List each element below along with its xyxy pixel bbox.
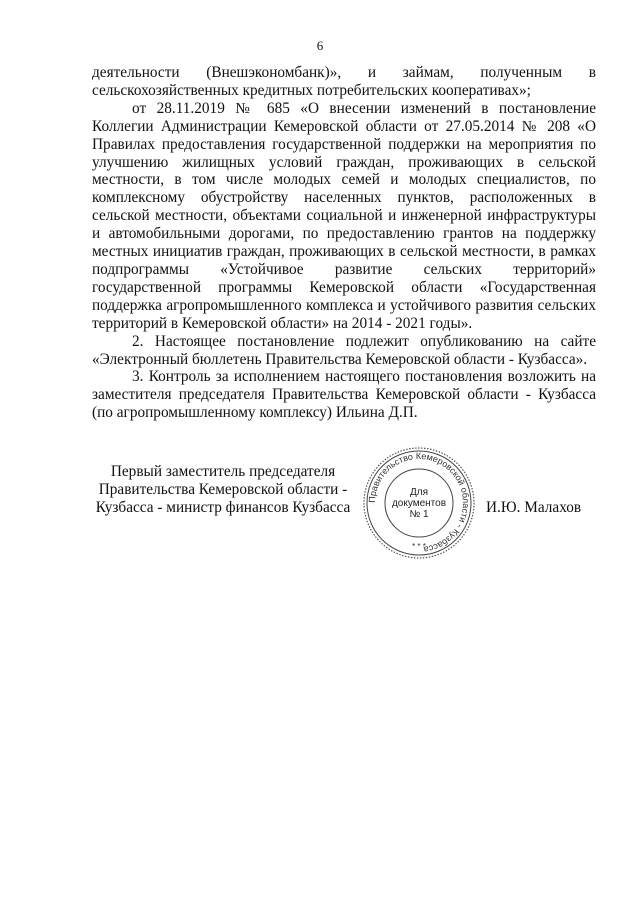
- paragraph-publication: 2. Настоящее постановление подлежит опубликованию на сайте «Электронный бюллетень Правительства Кемеровской области - Кузбасса».: [92, 332, 596, 368]
- signature-position-line: Кузбасса - министр финансов Кузбасса: [95, 498, 351, 516]
- signatory-name: И.Ю. Малахов: [486, 499, 582, 516]
- paragraph-control: 3. Контроль за исполнением настоящего постановления возложить на заместителя председателя Правительства Кемеровской области - Кузбасса (по агропромышленному комплексу) Ильина Д.П.: [92, 368, 596, 422]
- signature-position-line: Правительства Кемеровской области -: [98, 480, 348, 498]
- seal-ring-text: Правительство Кемеровской области - Кузбасса: [366, 450, 472, 555]
- paragraph-amendment: от 28.11.2019 № 685 «О внесении изменений в постановление Коллегии Администрации Кемеровской области от 27.05.2014 № 208 «О Правилах предоставления государственной поддержки на мероприятия по улучшению жилищных условий граждан, проживающих в сельской местности, в том числе молодых семей и молодых специалистов, по комплексному обустройству населенных пунктов, расположенных в сельской местности, объектами социальной и инженерной инфраструктуры и автомобильными дорогами, по предоставлению грантов на поддержку местных инициатив граждан, проживающих в сельской местности, в рамках подпрограммы «Устойчивое развитие сельских территорий» государственной программы Кемеровской области «Государственная поддержка агропромышленного комплекса и устойчивого развития сельских территорий в Кемеровской области» на 2014 - 2021 годы».: [92, 99, 596, 332]
- official-seal: [361, 445, 477, 561]
- seal-center-text: [361, 487, 477, 520]
- seal-center-line: Для: [409, 487, 429, 498]
- signature-position-line: Первый заместитель председателя: [110, 463, 336, 480]
- paragraph-continuation: деятельности (Внешэкономбанк)», и займам, полученным в сельскохозяйственных кредитных потребительских кооперативах»;: [92, 64, 596, 99]
- page-number: 6: [316, 38, 324, 53]
- seal-center-line: документов: [391, 498, 447, 509]
- signature-position: [92, 463, 354, 517]
- seal-center-line: № 1: [409, 509, 429, 520]
- body-text: [92, 64, 596, 422]
- seal-stars: * * *: [412, 542, 426, 551]
